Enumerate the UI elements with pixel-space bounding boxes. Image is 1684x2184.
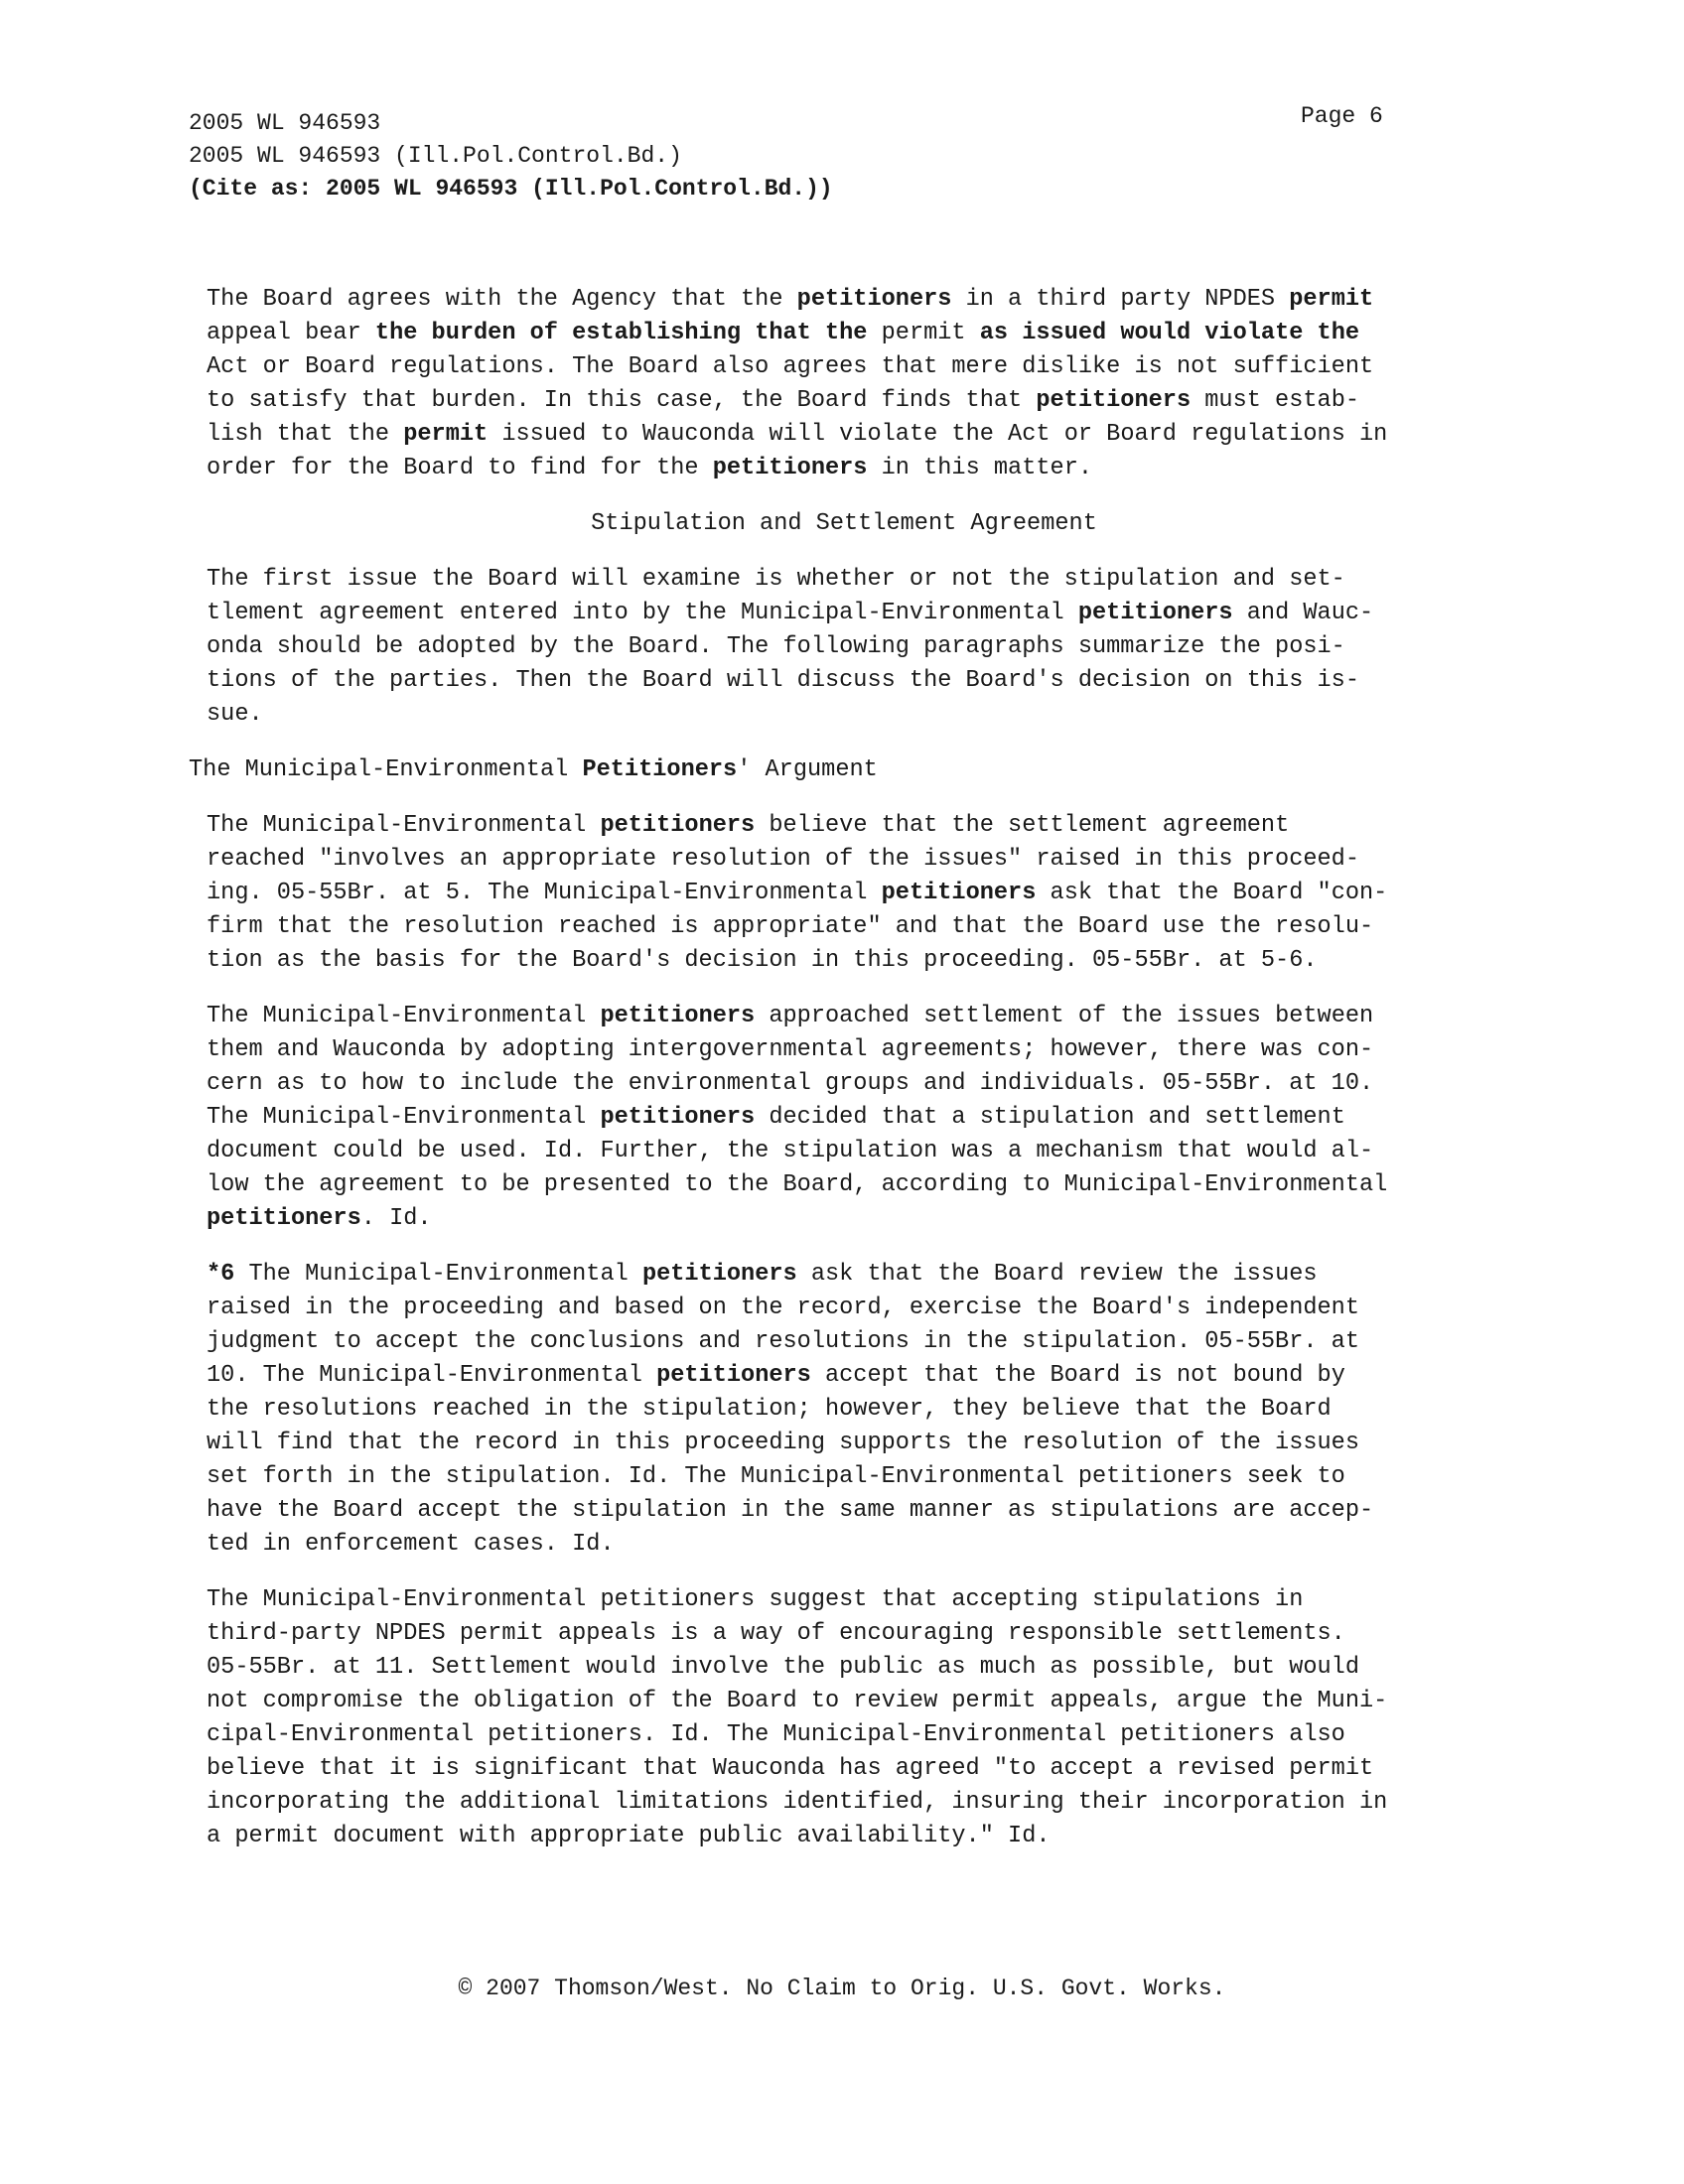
paragraph — [189, 1258, 1499, 1562]
text-segment: accept that the Board is not bound by — [810, 1362, 1345, 1389]
document-body — [189, 283, 1499, 1875]
text-segment: third-party NPDES permit appeals is a way of encouraging responsible settlements. — [207, 1620, 1345, 1647]
text-segment: The Board agrees with the Agency that the — [207, 286, 797, 313]
subsection-heading-text: ' Argument — [737, 756, 878, 783]
text-line — [207, 1685, 1499, 1718]
text-segment: The Municipal-Environmental — [207, 1104, 601, 1131]
text-line — [207, 1583, 1499, 1617]
text-segment: have the Board accept the stipulation in the same manner as stipulations are accep- — [207, 1497, 1374, 1524]
text-segment: tion as the basis for the Board's decision in this proceeding. 05-55Br. at 5-6. — [207, 947, 1318, 974]
text-segment: judgment to accept the conclusions and resolutions in the stipulation. 05-55Br. at — [207, 1328, 1360, 1355]
section-heading: Stipulation and Settlement Agreement — [591, 510, 1097, 537]
text-segment: decided that a stipulation and settlement — [755, 1104, 1345, 1131]
text-segment: The Municipal-Environmental — [234, 1261, 642, 1288]
paragraph — [189, 283, 1499, 485]
text-line — [207, 1393, 1499, 1427]
text-line — [207, 1000, 1499, 1033]
text-segment: them and Wauconda by adopting intergovernmental agreements; however, there was con- — [207, 1036, 1374, 1063]
text-segment: and Wauc- — [1232, 600, 1374, 626]
text-line — [207, 1202, 1499, 1236]
text-segment: will find that the record in this proceeding supports the resolution of the issues — [207, 1430, 1360, 1456]
text-line — [207, 1067, 1499, 1101]
text-line — [207, 1427, 1499, 1460]
bold-term: petitioners — [796, 286, 952, 313]
text-segment: low the agreement to be presented to the Board, according to Municipal-Environmental — [207, 1171, 1388, 1198]
text-segment: in this matter. — [867, 455, 1093, 481]
text-segment: issued to Wauconda will violate the Act or Board regulations in — [488, 421, 1388, 448]
bold-term: petitioners — [641, 1261, 797, 1288]
text-segment: . Id. — [360, 1205, 432, 1232]
bold-term: petitioners — [600, 1003, 756, 1029]
text-segment: appeal bear — [207, 320, 361, 346]
text-line — [207, 1617, 1499, 1651]
text-line — [207, 1820, 1499, 1853]
subsection-heading-text: The Municipal-Environmental — [189, 756, 583, 783]
subsection-heading-bold: Petitioners — [582, 756, 738, 783]
text-segment: The Municipal-Environmental — [207, 812, 601, 839]
text-segment: approached settlement of the issues between — [755, 1003, 1374, 1029]
text-line — [207, 452, 1499, 485]
text-line — [207, 1359, 1499, 1393]
text-segment: the resolutions reached in the stipulation; however, they believe that the Board — [207, 1396, 1332, 1423]
text-line — [207, 1292, 1499, 1325]
text-segment: The Municipal-Environmental — [207, 1003, 601, 1029]
citation-header — [189, 107, 833, 205]
text-line — [207, 1528, 1499, 1562]
text-line — [207, 1168, 1499, 1202]
text-line — [207, 1651, 1499, 1685]
paragraph — [189, 1000, 1499, 1236]
text-line — [207, 1752, 1499, 1786]
text-line — [207, 350, 1499, 384]
bold-term: petitioners — [1077, 600, 1233, 626]
text-segment: lish that the — [207, 421, 404, 448]
text-segment: 05-55Br. at 11. Settlement would involve the public as much as possible, but would — [207, 1654, 1360, 1681]
copyright-footer: © 2007 Thomson/West. No Claim to Orig. U.S. Govt. Works. — [458, 1976, 1226, 2001]
subsection-heading — [189, 753, 1499, 787]
text-line — [207, 384, 1499, 418]
text-segment: Act or Board regulations. The Board also agrees that mere dislike is not sufficient — [207, 353, 1374, 380]
bold-term: *6 — [207, 1261, 235, 1288]
text-line — [207, 809, 1499, 843]
paragraph — [189, 1583, 1499, 1853]
text-segment: The Municipal-Environmental petitioners suggest that accepting stipulations in — [207, 1586, 1304, 1613]
text-segment: ask that the Board "con- — [1036, 880, 1388, 906]
bold-term: petitioners — [881, 880, 1037, 906]
text-segment: tlement agreement entered into by the Municipal-Environmental — [207, 600, 1078, 626]
bold-term: petitioners — [712, 455, 868, 481]
text-line — [207, 698, 1499, 732]
bold-term: the burden of establishing that the — [360, 320, 882, 346]
text-line — [207, 630, 1499, 664]
text-segment: onda should be adopted by the Board. The following paragraphs summarize the posi- — [207, 633, 1345, 660]
text-segment: believe that the settlement agreement — [755, 812, 1290, 839]
text-line — [207, 944, 1499, 978]
text-segment: to satisfy that burden. In this case, the Board finds that — [207, 387, 1037, 414]
citation-line-2: 2005 WL 946593 (Ill.Pol.Control.Bd.) — [189, 143, 682, 169]
text-line — [207, 563, 1499, 597]
text-segment: permit — [881, 320, 966, 346]
text-line — [207, 1325, 1499, 1359]
text-segment: document could be used. Id. Further, the stipulation was a mechanism that would al- — [207, 1138, 1374, 1164]
citation-line-1: 2005 WL 946593 — [189, 110, 381, 136]
text-line — [207, 910, 1499, 944]
page-number: Page 6 — [1301, 103, 1383, 129]
bold-term: petitioners — [207, 1205, 361, 1232]
bold-term: petitioners — [600, 812, 756, 839]
paragraph — [189, 809, 1499, 978]
text-segment: believe that it is significant that Wauconda has agreed "to accept a revised permit — [207, 1755, 1374, 1782]
bold-term: as issued would violate the — [965, 320, 1360, 346]
text-line — [207, 1258, 1499, 1292]
text-segment: tions of the parties. Then the Board will discuss the Board's decision on this is- — [207, 667, 1360, 694]
text-segment: reached "involves an appropriate resolution of the issues" raised in this proceed- — [207, 846, 1360, 873]
text-line — [207, 1786, 1499, 1820]
text-segment: a permit document with appropriate public availability." Id. — [207, 1823, 1051, 1849]
text-segment: not compromise the obligation of the Board to review permit appeals, argue the Muni- — [207, 1688, 1388, 1714]
bold-term: permit — [1289, 286, 1374, 313]
bold-term: petitioners — [656, 1362, 811, 1389]
text-line — [207, 1460, 1499, 1494]
bold-term: petitioners — [600, 1104, 756, 1131]
text-segment: order for the Board to find for the — [207, 455, 713, 481]
text-segment: incorporating the additional limitations identified, insuring their incorporation in — [207, 1789, 1388, 1816]
text-segment: in a third party NPDES — [951, 286, 1290, 313]
text-line — [207, 1033, 1499, 1067]
text-segment: cipal-Environmental petitioners. Id. The Municipal-Environmental petitioners also — [207, 1721, 1345, 1748]
text-line — [207, 317, 1499, 350]
text-line — [207, 418, 1499, 452]
bold-term: petitioners — [1036, 387, 1192, 414]
text-segment: sue. — [207, 701, 263, 728]
text-line — [207, 1101, 1499, 1135]
bold-term: permit — [403, 421, 489, 448]
cite-as-line: (Cite as: 2005 WL 946593 (Ill.Pol.Control.Bd.)) — [189, 176, 833, 202]
text-segment: ted in enforcement cases. Id. — [207, 1531, 615, 1558]
paragraph — [189, 563, 1499, 732]
text-line — [207, 1135, 1499, 1168]
text-line — [207, 1718, 1499, 1752]
text-line — [207, 1494, 1499, 1528]
text-segment: firm that the resolution reached is appropriate" and that the Board use the resolu- — [207, 913, 1374, 940]
text-line — [207, 877, 1499, 910]
text-segment: ing. 05-55Br. at 5. The Municipal-Environmental — [207, 880, 882, 906]
text-segment: ask that the Board review the issues — [796, 1261, 1318, 1288]
text-segment: raised in the proceeding and based on the record, exercise the Board's independent — [207, 1295, 1360, 1321]
text-segment: must estab- — [1191, 387, 1360, 414]
text-segment: 10. The Municipal-Environmental — [207, 1362, 657, 1389]
text-line — [207, 597, 1499, 630]
text-line — [207, 283, 1499, 317]
text-line — [207, 843, 1499, 877]
text-segment: cern as to how to include the environmental groups and individuals. 05-55Br. at 10. — [207, 1070, 1374, 1097]
text-segment: The first issue the Board will examine is whether or not the stipulation and set- — [207, 566, 1345, 593]
text-line — [207, 664, 1499, 698]
text-segment: set forth in the stipulation. Id. The Municipal-Environmental petitioners seek to — [207, 1463, 1345, 1490]
